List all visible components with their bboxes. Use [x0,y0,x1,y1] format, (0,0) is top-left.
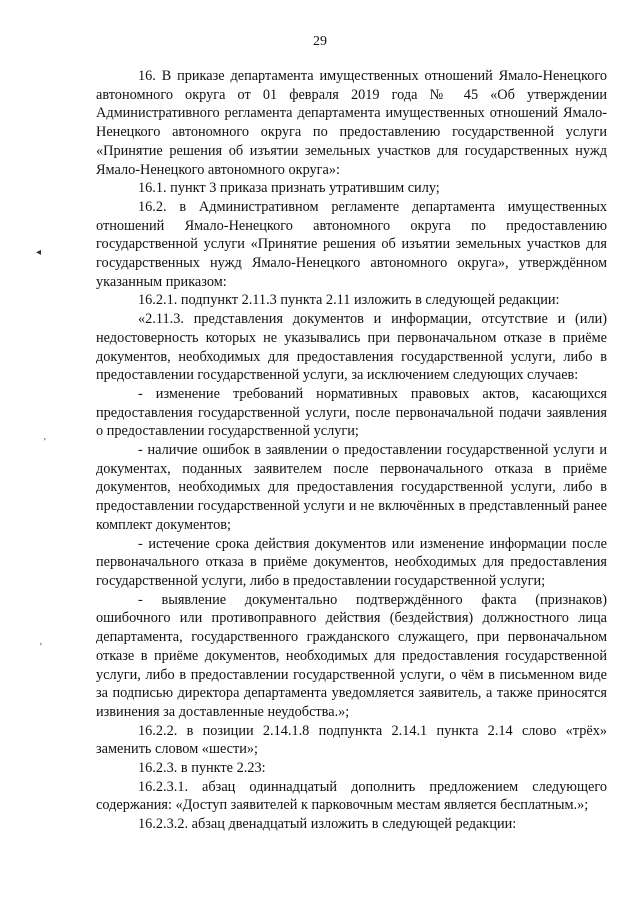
paragraph-16-2-1: 16.2.1. подпункт 2.11.3 пункта 2.11 изложить в следующей редакции: [138,292,560,309]
list-item: - наличие ошибок в заявлении о предоставлении государственной услуги и документах, поданных заявителем после первоначального отказа в приёме документов, необходимых для предоставления государственной услуги, либо в предоставлении государственной услуги и не включённых в представленный ранее комплект документов; [96,442,607,533]
margin-arrow-mark: ◂ [36,247,42,258]
paragraph-16-2-3-2: 16.2.3.2. абзац двенадцатый изложить в следующей редакции: [138,816,517,833]
paragraph-16-2-3: 16.2.3. в пункте 2.23: [138,760,266,777]
list-item: - выявление документально подтверждённого факта (признаков) ошибочного или противоправного действия (бездействия) должностного лица департамента, государственного гражданского служащего, при первоначальном отказе в приёме документов, необходимых для предоставления государственной услуги, либо в предоставлении государственной услуги, о чём в письменном виде за подписью директора департамента уведомляется заявитель, а также приносятся извинения за доставленные неудобства.»; [96,591,607,720]
paragraph-16-2-2: 16.2.2. в позиции 2.14.1.8 подпункта 2.14.1 пункта 2.14 слово «трёх» заменить словом «шести»; [96,722,607,758]
paragraph-16-2: 16.2. в Административном регламенте департамента имущественных отношений Ямало-Ненецкого автономного округа по предоставлению государственной услуги «Принятие решения об изъятии земельных участков для государственных нужд Ямало-Ненецкого автономного округа», утверждённом указанным приказом: [96,198,607,290]
paragraph-2-11-3: «2.11.3. представления документов и информации, отсутствие и (или) недостоверность которых не указывались при первоначальном отказе в приёме документов, необходимых для предоставления государственной услуги, либо в предоставлении государственной услуги, за исключением следующих случаев: [96,311,607,384]
document-body [96,67,607,834]
margin-dot-mark: ' [44,437,46,448]
paragraph-16-1: 16.1. пункт 3 приказа признать утратившим силу; [138,180,440,197]
paragraph-16-2-3-1: 16.2.3.1. абзац одиннадцатый дополнить предложением следующего содержания: «Доступ заявителей к парковочным местам является бесплатным.»; [96,778,607,814]
page-number: 29 [313,34,327,49]
paragraph-16: 16. В приказе департамента имущественных отношений Ямало-Ненецкого автономного округа от 01 февраля 2019 года № 45 «Об утверждении Административного регламента департамента имущественных отношений Ямало-Ненецкого автономного округа по предоставлению государственной услуги «Принятие решения об изъятии земельных участков для государственных нужд Ямало-Ненецкого автономного округа»: [96,68,607,178]
list-item: - истечение срока действия документов или изменение информации после первоначального отказа в приёме документов, необходимых для предоставления государственной услуги, либо в предоставлении государственной услуги; [96,535,607,589]
list-item: - изменение требований нормативных правовых актов, касающихся предоставления государственной услуги, после первоначальной подачи заявления о предоставлении государственной услуги; [96,385,607,440]
margin-dot-mark: ' [40,642,42,653]
